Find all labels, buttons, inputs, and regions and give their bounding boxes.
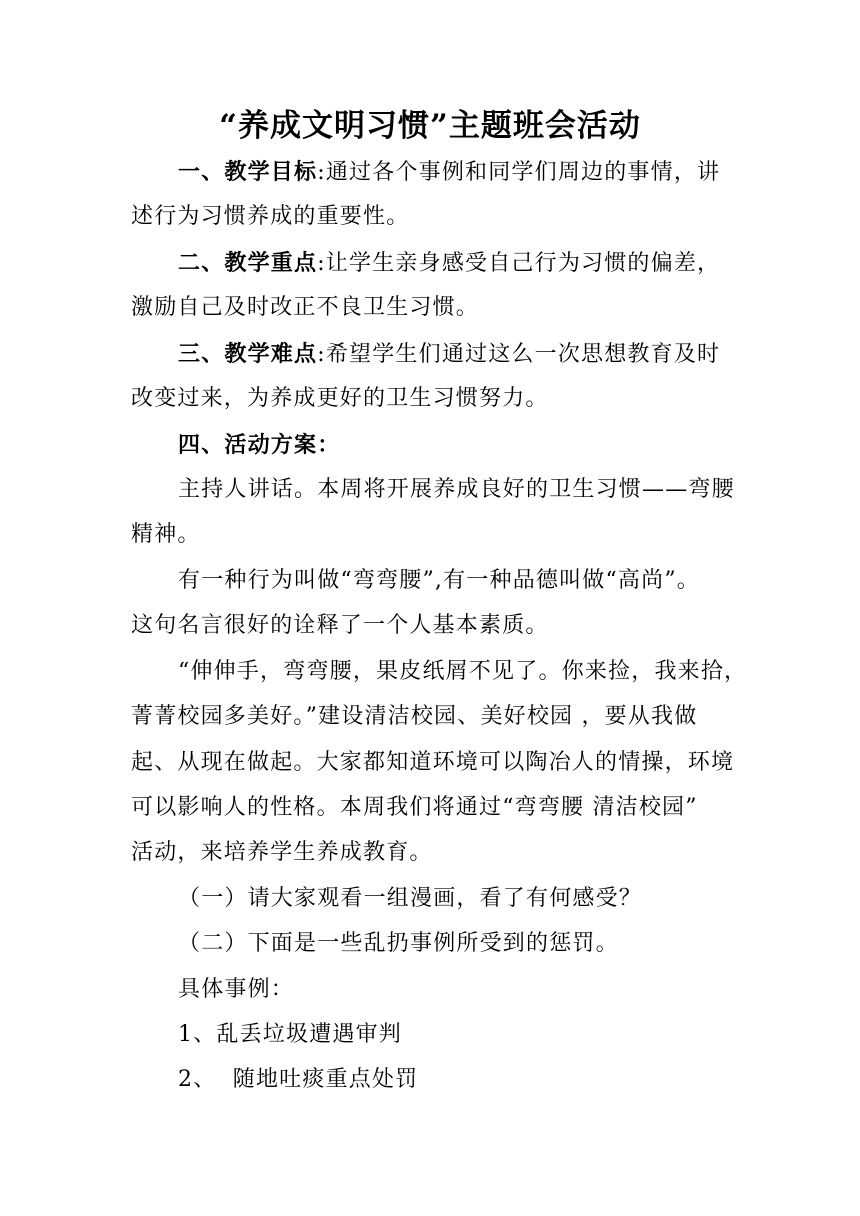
document-title: “养成文明习惯”主题班会活动 <box>219 108 641 144</box>
item-3: 具体事例： <box>178 977 295 1002</box>
section-1-line-2: 述行为习惯养成的重要性。 <box>131 204 410 229</box>
section-4-heading: 四、活动方案： <box>178 432 341 458</box>
paragraph-3-line-1: “伸伸手，弯弯腰，果皮纸屑不见了。你来捡，我来拾， <box>178 659 748 684</box>
paragraph-2-line-2: 这句名言很好的诠释了一个人基本素质。 <box>131 613 549 638</box>
section-1-text: :通过各个事例和同学们周边的事情，讲 <box>317 160 721 185</box>
paragraph-2-line-1: 有一种行为叫做“弯弯腰”,有一种品德叫做“高尚”。 <box>178 568 700 593</box>
paragraph-3-line-4: 可以影响人的性格。本周我们将通过“弯弯腰 清洁校园” <box>131 795 698 820</box>
paragraph-3-line-2: 菁菁校园多美好。”建设清洁校园、美好校园 ，要从我做 <box>131 704 698 729</box>
section-3-line-1 <box>178 339 720 370</box>
paragraph-3-line-3: 起、从现在做起。大家都知道环境可以陶冶人的情操，环境 <box>131 750 735 775</box>
section-2-line-1 <box>178 248 720 279</box>
item-2: （二）下面是一些乱扔事例所受到的惩罚。 <box>178 931 619 956</box>
section-2-text: :让学生亲身感受自己行为习惯的偏差， <box>317 251 721 276</box>
section-3-text: :希望学生们通过这么一次思想教育及时 <box>317 342 721 367</box>
section-2-line-2: 激励自己及时改正不良卫生习惯。 <box>131 295 480 320</box>
item-5: 2、 随地吐痰重点处罚 <box>178 1067 419 1092</box>
paragraph-1-line-2: 精神。 <box>131 522 201 547</box>
section-3-line-2: 改变过来，为养成更好的卫生习惯努力。 <box>131 386 549 411</box>
item-1: （一）请大家观看一组漫画，看了有何感受？ <box>178 886 643 911</box>
section-1-line-1 <box>178 157 720 188</box>
section-1-heading: 一、教学目标 <box>178 159 318 185</box>
paragraph-3-line-5: 活动，来培养学生养成教育。 <box>131 840 433 865</box>
paragraph-1-line-1: 主持人讲话。本周将开展养成良好的卫生习惯——弯腰 <box>178 477 735 502</box>
item-4: 1、乱丢垃圾遭遇审判 <box>178 1022 402 1047</box>
section-2-heading: 二、教学重点 <box>178 250 318 276</box>
section-3-heading: 三、教学难点 <box>178 341 318 367</box>
